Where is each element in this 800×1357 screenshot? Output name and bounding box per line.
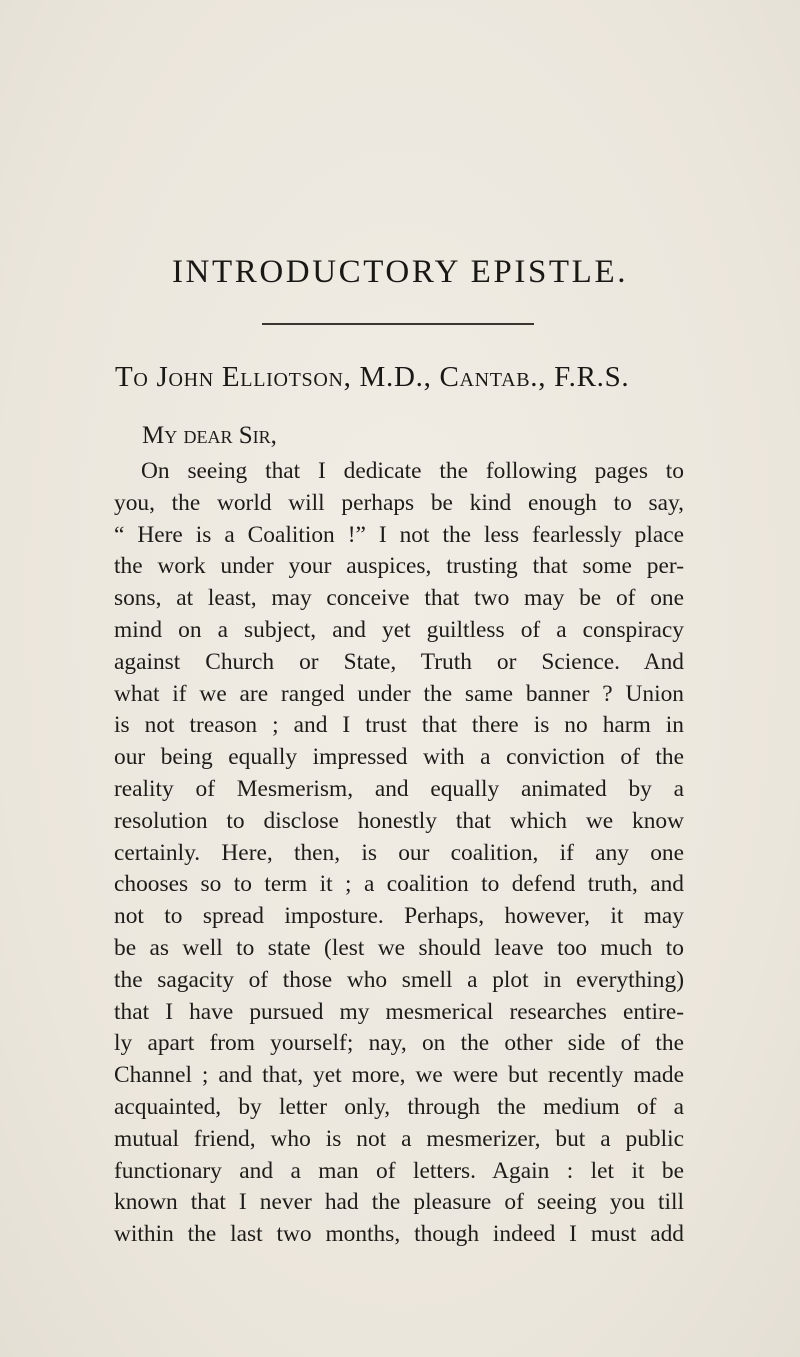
- text-line: sons, at least, may conceive that two may be of one: [114, 585, 684, 612]
- text-line: Channel ; and that, yet more, we were but recently made: [114, 1062, 684, 1089]
- text-line: resolution to disclose honestly that which we know: [114, 807, 684, 834]
- text-line: our being equally impressed with a conviction of the: [114, 744, 684, 771]
- text-line: “ Here is a Coalition !” I not the less fearlessly place: [114, 521, 684, 548]
- text-line: within the last two months, though indeed I must add: [114, 1221, 684, 1248]
- text-line: known that I never had the pleasure of seeing you till: [114, 1189, 684, 1216]
- text-line: you, the world will perhaps be kind enough to say,: [114, 489, 684, 516]
- text-line: chooses so to term it ; a coalition to defend truth, and: [114, 871, 684, 898]
- greeting: My dear Sir,: [142, 422, 277, 449]
- text-line: functionary and a man of letters. Again : let it be: [114, 1157, 684, 1184]
- text-line: ly apart from yourself; nay, on the other side of the: [114, 1030, 684, 1057]
- text-line: that I have pursued my mesmerical researches entire-: [114, 998, 684, 1025]
- text-line: acquainted, by letter only, through the medium of a: [114, 1093, 684, 1120]
- text-line: the work under your auspices, trusting that some per-: [114, 553, 684, 580]
- text-line: be as well to state (lest we should leave too much to: [114, 934, 684, 961]
- text-line: the sagacity of those who smell a plot in everything): [114, 966, 684, 993]
- text-line: is not treason ; and I trust that there is no harm in: [114, 712, 684, 739]
- chapter-heading: INTRODUCTORY EPISTLE.: [171, 254, 629, 290]
- text-line: On seeing that I dedicate the following pages to: [141, 458, 684, 484]
- text-line: not to spread imposture. Perhaps, however, it may: [114, 903, 684, 930]
- text-line: mind on a subject, and yet guiltless of a conspiracy: [114, 616, 684, 643]
- heading-rule: [262, 323, 534, 325]
- body-paragraph: [114, 456, 684, 1251]
- dedication-line: To John Elliotson, M.D., Cantab., F.R.S.: [115, 361, 630, 393]
- text-line: certainly. Here, then, is our coalition, if any one: [114, 839, 684, 866]
- text-line: reality of Mesmerism, and equally animated by a: [114, 775, 684, 802]
- text-line: what if we are ranged under the same banner ? Union: [114, 680, 684, 707]
- text-line: against Church or State, Truth or Science. And: [114, 648, 684, 675]
- text-line: mutual friend, who is not a mesmerizer, but a public: [114, 1125, 684, 1152]
